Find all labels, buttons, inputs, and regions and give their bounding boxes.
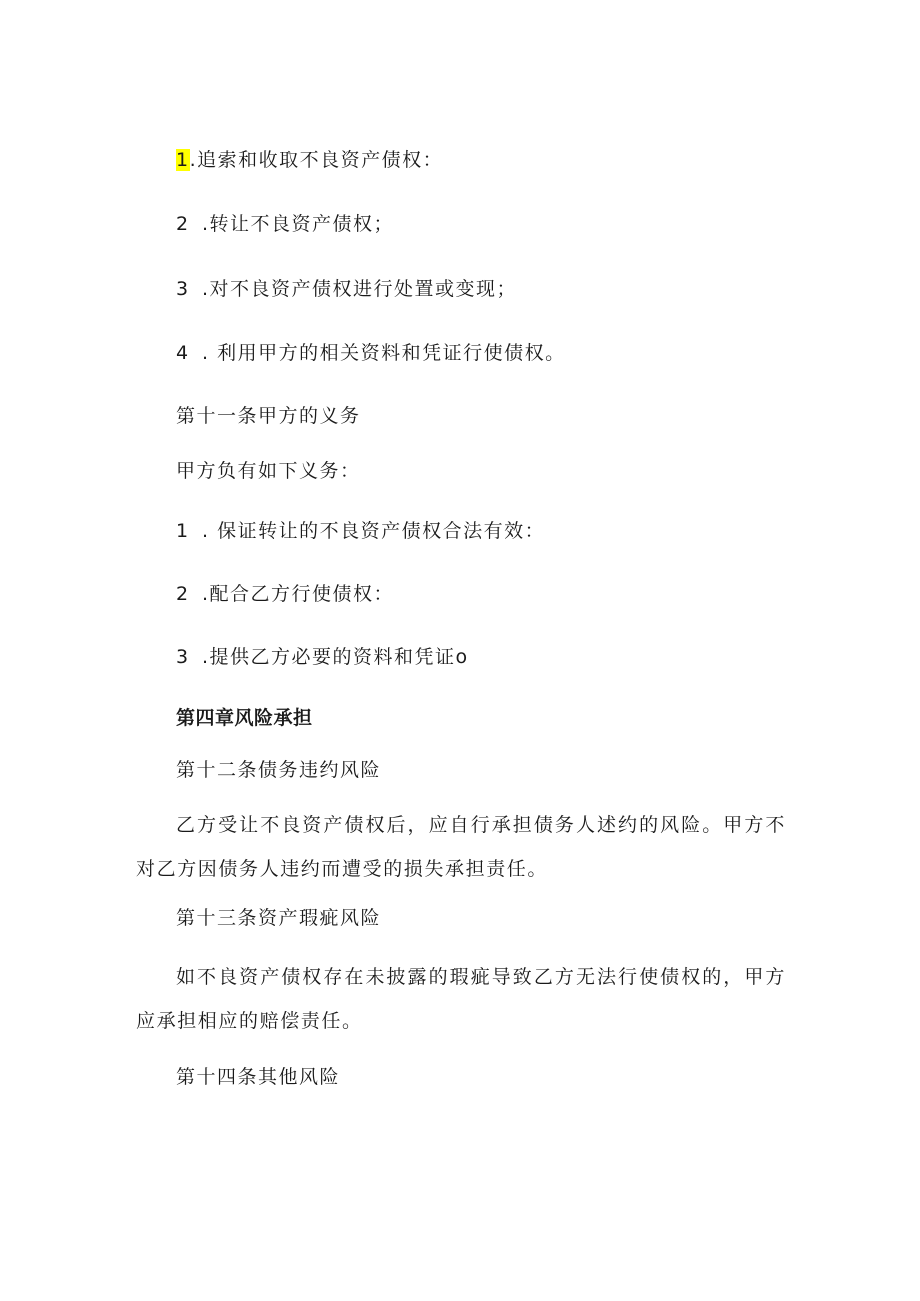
article-13-title: 第十三条资产瑕疵风险 [176, 907, 382, 929]
article-11-intro: 甲方负有如下义务： [176, 460, 361, 482]
right-item-3-number: 3 [176, 278, 190, 300]
article-12-title: 第十二条债务违约风险 [176, 759, 382, 781]
right-item-2-number: 2 [176, 213, 190, 235]
obligation-item-3-number: 3 [176, 646, 190, 668]
obligation-item-3 [176, 644, 469, 670]
right-item-2-text: .转让不良资产债权； [202, 213, 395, 235]
obligation-item-2-number: 2 [176, 583, 190, 605]
chapter-4-heading: 第四章风险承担 [176, 707, 313, 729]
obligation-item-3-text: .提供乙方必要的资料和凭证o [202, 646, 469, 668]
obligation-item-2-text: .配合乙方行使债权： [202, 583, 395, 605]
obligation-item-1-text: . 保证转让的不良资产债权合法有效： [202, 520, 546, 542]
article-12-body: 乙方受让不良资产债权后，应自行承担债务人述约的风险。甲方不对乙方因债务人违约而遭受的损失承担责任。 [136, 814, 786, 880]
article-11-title: 第十一条甲方的义务 [176, 405, 361, 427]
right-item-4-text: . 利用甲方的相关资料和凭证行使债权。 [202, 342, 566, 364]
obligation-item-1-number: 1 [176, 520, 190, 542]
obligation-item-1 [176, 518, 545, 544]
right-item-3-text: .对不良资产债权进行处置或变现； [202, 278, 518, 300]
obligation-item-2 [176, 581, 394, 607]
right-item-4-number: 4 [176, 342, 190, 364]
right-item-1-text: .追索和收取不良资产债权： [189, 149, 444, 171]
right-item-1 [176, 147, 443, 173]
right-item-2 [176, 211, 394, 237]
highlighted-number: 1 [176, 149, 190, 171]
right-item-4 [176, 340, 566, 366]
article-13-body: 如不良资产债权存在未披露的瑕疵导致乙方无法行使债权的，甲方应承担相应的赔偿责任。 [136, 966, 786, 1032]
article-14-title: 第十四条其他风险 [176, 1066, 341, 1088]
right-item-3 [176, 276, 517, 302]
